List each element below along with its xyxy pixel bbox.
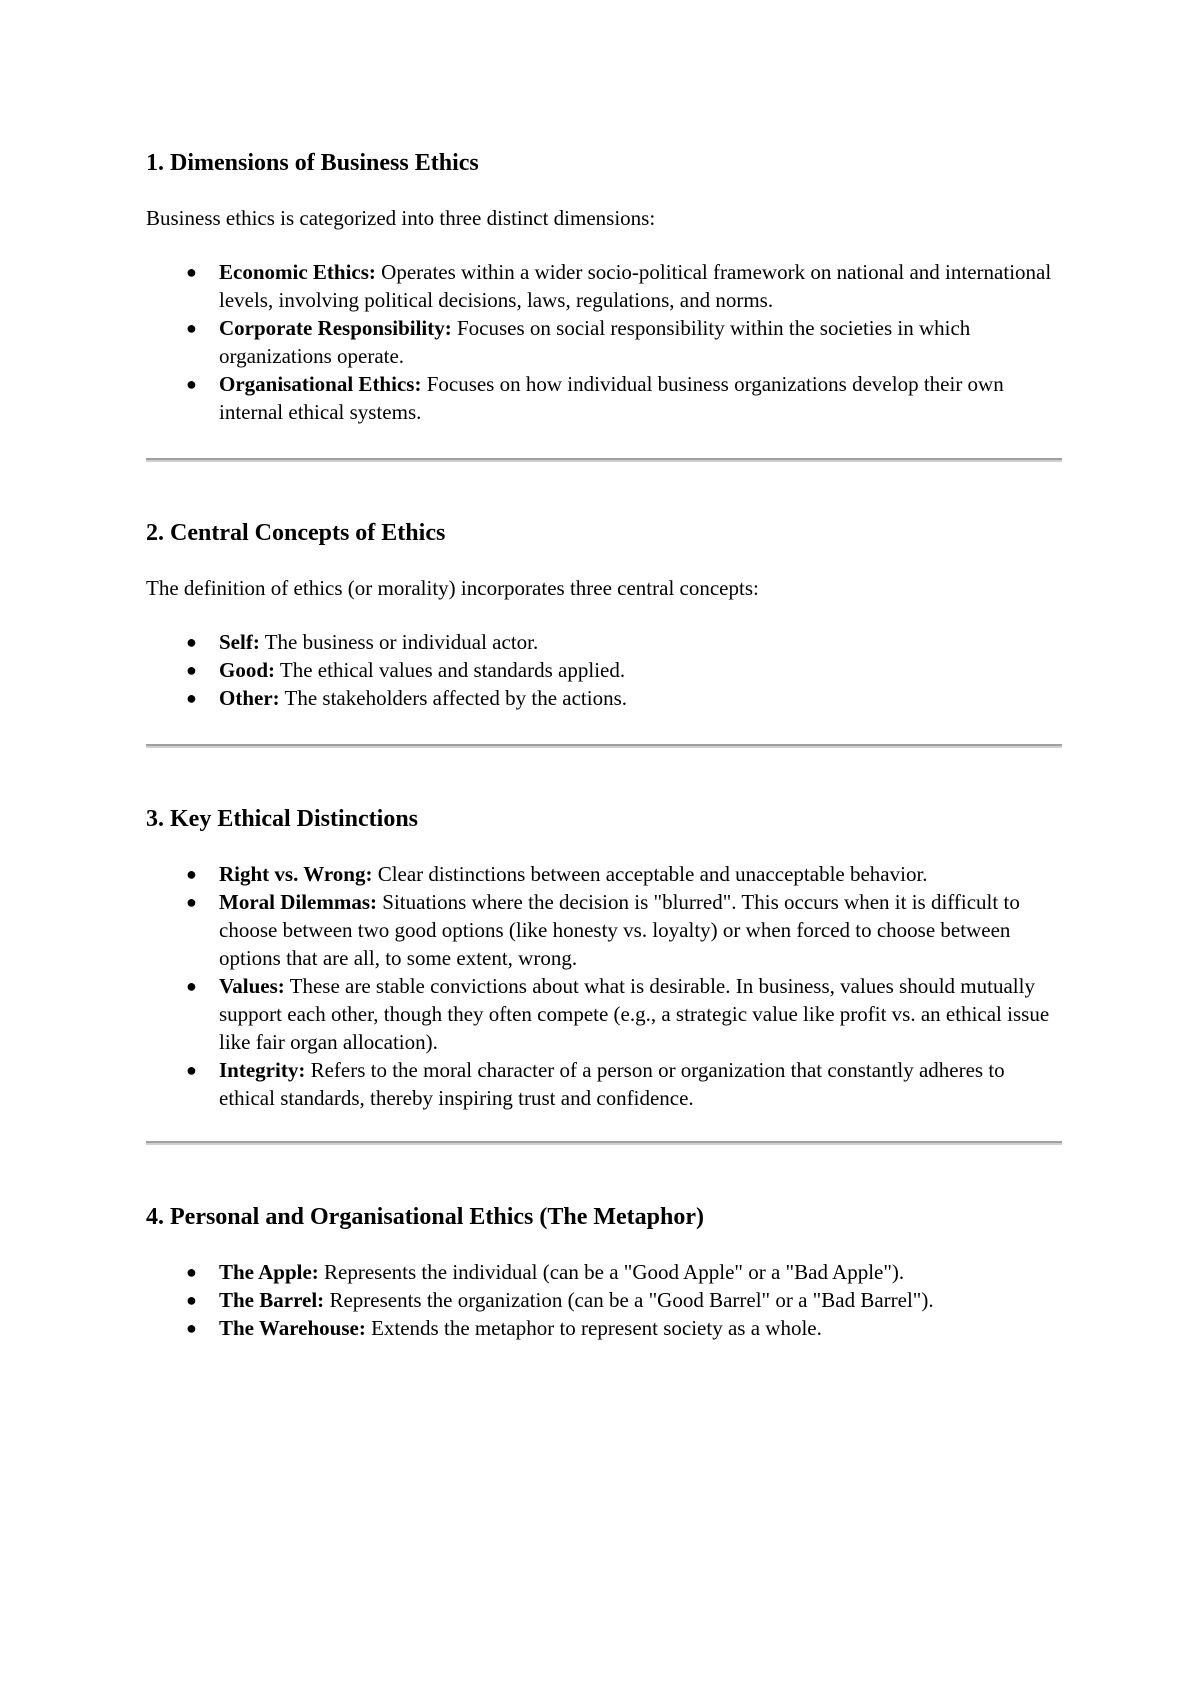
- item-text: Clear distinctions between acceptable and unacceptable behavior.: [372, 862, 928, 886]
- list-item: [146, 1314, 1062, 1342]
- item-term: The Apple:: [219, 1260, 319, 1284]
- item-term: Integrity:: [219, 1058, 306, 1082]
- section-central-concepts: [146, 518, 1062, 712]
- bullet-icon: ●: [186, 892, 197, 912]
- section-heading: 2. Central Concepts of Ethics: [146, 520, 446, 546]
- item-term: Corporate Responsibility:: [219, 316, 452, 340]
- bullet-icon: ●: [186, 374, 197, 394]
- bullet-icon: ●: [186, 1290, 197, 1310]
- item-text: Represents the individual (can be a "Good Apple" or a "Bad Apple").: [318, 1260, 905, 1284]
- bullet-icon: ●: [186, 864, 197, 884]
- bullet-icon: ●: [186, 318, 197, 338]
- bullet-icon: ●: [186, 1060, 197, 1080]
- item-term: Right vs. Wrong:: [219, 862, 373, 886]
- bullet-icon: ●: [186, 688, 197, 708]
- list-item: [146, 972, 1062, 1056]
- item-text: The business or individual actor.: [259, 630, 539, 654]
- section-heading: 1. Dimensions of Business Ethics: [146, 150, 479, 176]
- item-term: Self:: [219, 630, 260, 654]
- horizontal-rule: [146, 458, 1062, 462]
- section-key-distinctions: [146, 804, 1062, 1112]
- bullet-icon: ●: [186, 262, 197, 282]
- bullet-icon: ●: [186, 660, 197, 680]
- bullet-list: [146, 258, 1062, 426]
- item-term: Organisational Ethics:: [219, 372, 422, 396]
- list-item: [146, 1286, 1062, 1314]
- list-item: [146, 860, 1062, 888]
- section-intro: The definition of ethics (or morality) incorporates three central concepts:: [146, 576, 759, 600]
- section-intro: Business ethics is categorized into three distinct dimensions:: [146, 206, 656, 230]
- list-item: [146, 684, 1062, 712]
- item-term: Moral Dilemmas:: [219, 890, 378, 914]
- bullet-icon: ●: [186, 1318, 197, 1338]
- bullet-icon: ●: [186, 1262, 197, 1282]
- item-term: Economic Ethics:: [219, 260, 376, 284]
- list-item: [146, 888, 1062, 972]
- item-term: Other:: [219, 686, 280, 710]
- list-item: [146, 1258, 1062, 1286]
- item-text: Operates within a wider socio-political framework on national and international levels, involving political decisions, laws, regulations, and norms.: [219, 260, 1052, 312]
- item-text: Focuses on social responsibility within the societies in which organizations operate.: [219, 316, 971, 368]
- item-text: The ethical values and standards applied.: [275, 658, 626, 682]
- list-item: [146, 370, 1062, 426]
- horizontal-rule: [146, 744, 1062, 748]
- item-term: The Warehouse:: [219, 1316, 366, 1340]
- list-item: [146, 1056, 1062, 1112]
- item-text: The stakeholders affected by the actions.: [279, 686, 628, 710]
- bullet-icon: ●: [186, 976, 197, 996]
- item-text: Situations where the decision is "blurred". This occurs when it is difficult to choose between two good options (like honesty vs. loyalty) or when forced to choose between options that are all, to some extent, wrong.: [219, 890, 1020, 970]
- item-term: The Barrel:: [219, 1288, 325, 1312]
- item-text: Represents the organization (can be a "Good Barrel" or a "Bad Barrel").: [324, 1288, 934, 1312]
- item-term: Good:: [219, 658, 276, 682]
- item-text: Refers to the moral character of a person or organization that constantly adheres to ethical standards, thereby inspiring trust and confidence.: [219, 1058, 1005, 1110]
- item-term: Values:: [219, 974, 285, 998]
- list-item: [146, 258, 1062, 314]
- bullet-list: [146, 628, 1062, 712]
- list-item: [146, 314, 1062, 370]
- section-heading: 4. Personal and Organisational Ethics (The Metaphor): [146, 1204, 705, 1230]
- bullet-icon: ●: [186, 632, 197, 652]
- bullet-list: [146, 860, 1062, 1112]
- list-item: [146, 628, 1062, 656]
- section-metaphor: [146, 1202, 1062, 1342]
- list-item: [146, 656, 1062, 684]
- item-text: Focuses on how individual business organizations develop their own internal ethical systems.: [219, 372, 1004, 424]
- horizontal-rule: [146, 1141, 1062, 1145]
- bullet-list: [146, 1258, 1062, 1342]
- item-text: These are stable convictions about what is desirable. In business, values should mutually support each other, though they often compete (e.g., a strategic value like profit vs. an ethical issue like fair organ allocation).: [219, 974, 1050, 1054]
- item-text: Extends the metaphor to represent society as a whole.: [365, 1316, 822, 1340]
- section-heading: 3. Key Ethical Distinctions: [146, 806, 419, 832]
- section-dimensions: [146, 148, 1062, 426]
